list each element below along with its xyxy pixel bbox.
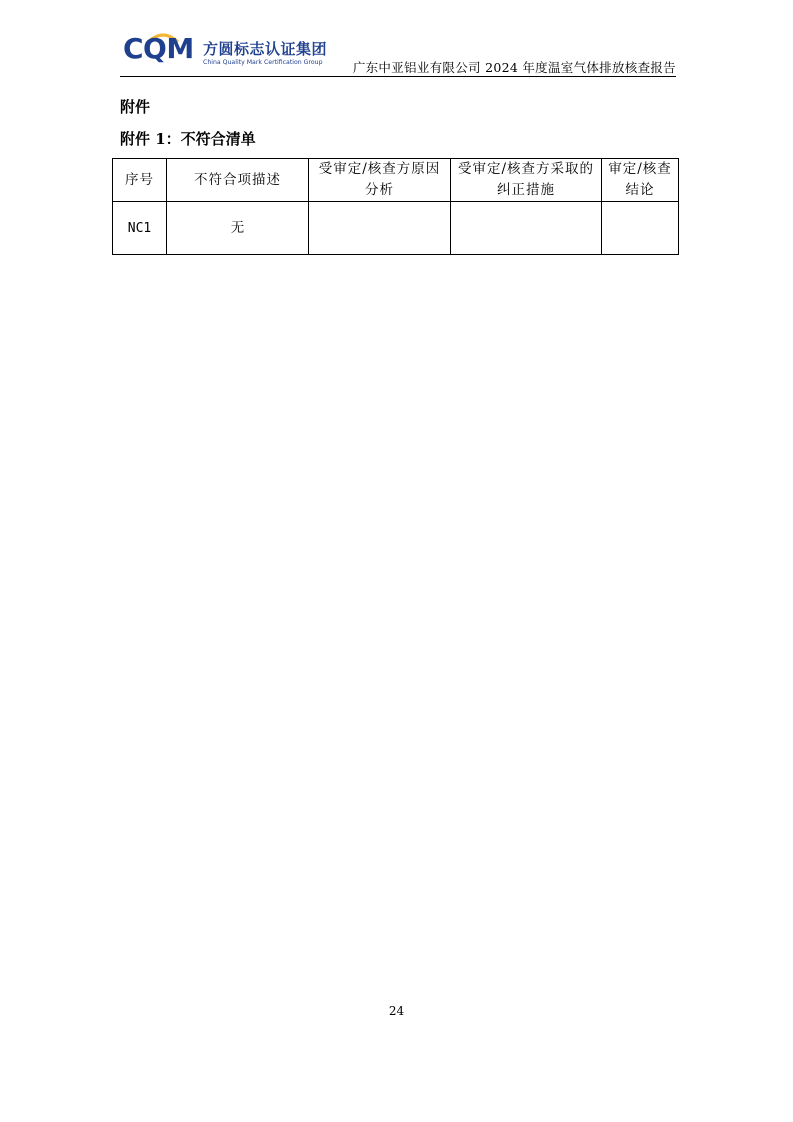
column-header-conclusion: 审定/核查结论 (602, 159, 679, 202)
logo-chinese-name: 方圆标志认证集团 (203, 40, 328, 58)
section-heading: 附件 (120, 98, 151, 116)
cell-index: NC1 (113, 202, 167, 255)
cell-corrective-action (451, 202, 602, 255)
column-header-index: 序号 (113, 159, 167, 202)
column-header-description: 不符合项描述 (167, 159, 309, 202)
logo-mark: CQM (123, 32, 194, 65)
cell-conclusion (602, 202, 679, 255)
report-title: 广东中亚铝业有限公司 2024 年度温室气体排放核查报告 (352, 60, 676, 75)
page-number: 24 (388, 1004, 405, 1018)
company-logo (120, 30, 350, 74)
logo-english-name: China Quality Mark Certification Group (203, 59, 323, 66)
table-row (113, 202, 679, 255)
cell-description: 无 (167, 202, 309, 255)
cell-cause-analysis (309, 202, 451, 255)
section-subheading: 附件 1：不符合清单 (120, 130, 256, 148)
nonconformity-table (112, 158, 679, 255)
page-header (120, 30, 676, 78)
column-header-cause-analysis: 受审定/核查方原因分析 (309, 159, 451, 202)
table-header-row (113, 159, 679, 202)
header-divider (120, 76, 676, 77)
column-header-corrective-action: 受审定/核查方采取的纠正措施 (451, 159, 602, 202)
